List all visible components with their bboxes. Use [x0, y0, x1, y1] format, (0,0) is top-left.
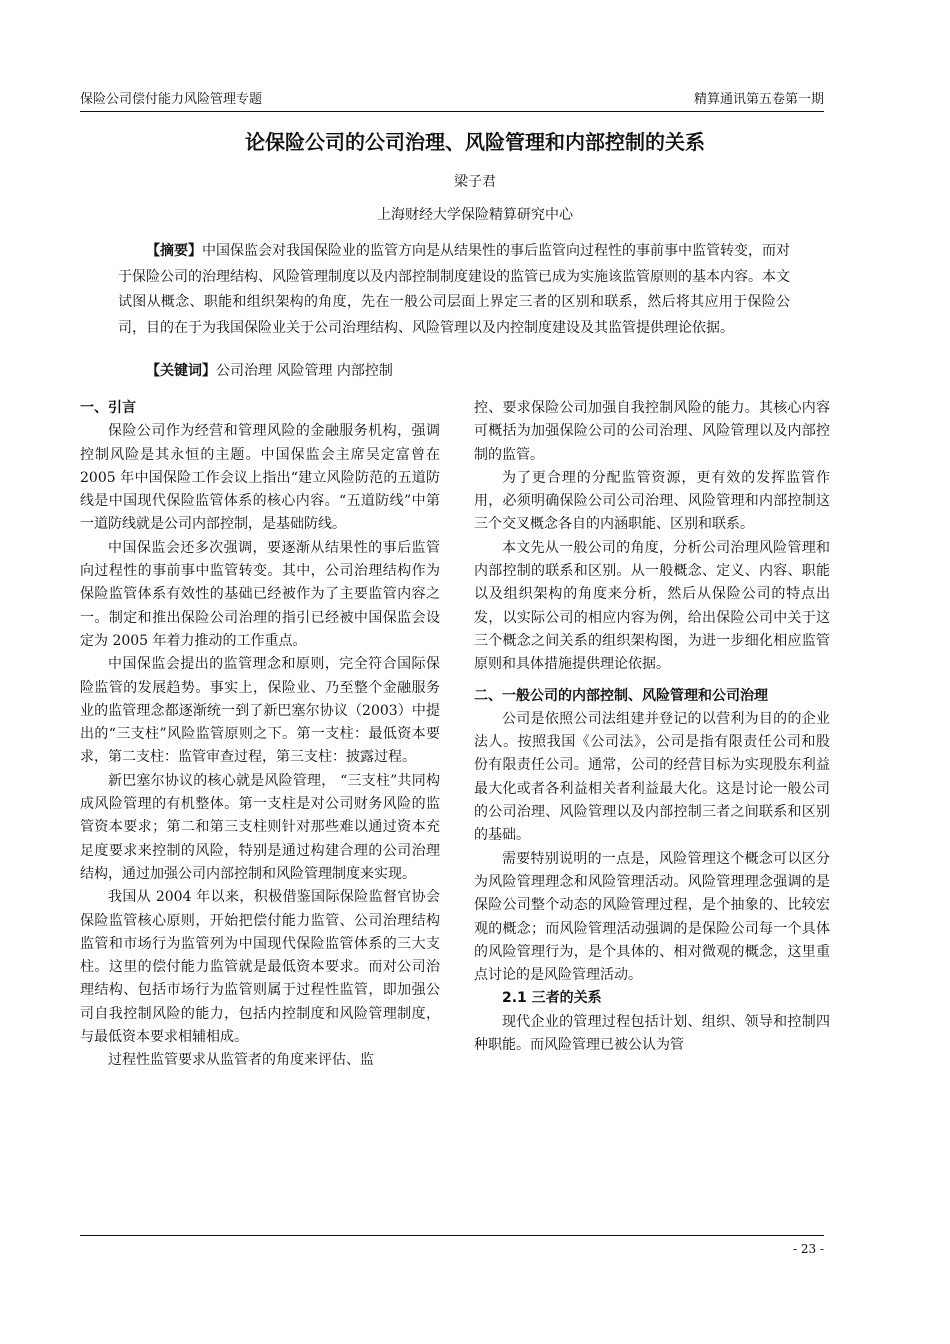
keywords: [146, 360, 786, 382]
section-heading-introduction: 一、引言: [80, 400, 136, 416]
section-heading-general-company: 二、一般公司的内部控制、风险管理和公司治理: [474, 687, 768, 704]
body-paragraph: 新巴塞尔协议的核心就是风险管理， “三支柱”共同构成风险管理的有机整体。第一支柱是对公司财务风险的监管资本要求；第二和第三支柱则针对那些难以通过资本充足度要求来控制的风险，特别是通过构建合理的公司治理结构，通过加强公司内部控制和风险管理制度来实现。: [80, 772, 440, 882]
body-paragraph: 现代企业的管理过程包括计划、组织、领导和控制四种职能。而风险管理已被公认为管: [474, 1013, 830, 1054]
author-affiliation: 上海财经大学保险精算研究中心: [377, 207, 573, 223]
running-header-left: 保险公司偿付能力风险管理专题: [80, 92, 263, 107]
body-paragraph: 需要特别说明的一点是，风险管理这个概念可以区分为风险管理理念和风险管理活动。风险管理理念强调的是保险公司整个动态的风险管理过程，是个抽象的、比较宏观的概念；而风险管理活动强调的是保险公司每一个具体的风险管理行为，是个具体的、相对微观的概念，这里重点讨论的是风险管理活动。: [474, 850, 830, 984]
footer-rule: [80, 1235, 824, 1236]
body-paragraph: 本文先从一般公司的角度，分析公司治理风险管理和内部控制的联系和区别。从一般概念、定义、内容、职能以及组织架构的角度来分析，然后从保险公司的特点出发，以实际公司的相应内容为例，给出保险公司中关于这三个概念之间关系的组织架构图，为进一步细化相应监管原则和具体措施提供理论依据。: [474, 539, 830, 673]
body-paragraph: 过程性监管要求从监管者的角度来评估、监: [108, 1052, 374, 1069]
abstract-label: 【摘要】: [146, 243, 202, 259]
abstract: [118, 239, 790, 341]
subsection-heading-relationship: 2.1 三者的关系: [502, 990, 602, 1007]
body-paragraph: 中国保监会提出的监管理念和原则，完全符合国际保险监管的发展趋势。事实上，保险业、乃至整个金融服务业的监管理念都逐渐统一到了新巴塞尔协议（2003）中提出的“三支柱”风险监管原则之下。第一支柱：最低资本要求，第二支柱：监管审查过程，第三支柱：披露过程。: [80, 656, 440, 766]
body-paragraph: 保险公司作为经营和管理风险的金融服务机构，强调控制风险是其永恒的主题。中国保监会主席吴定富曾在 2005 年中国保险工作会议上指出“建立风险防范的五道防线是中国现代保险监管体系的核心内容。“五道防线”中第一道防线就是公司内部控制，是基础防线。: [80, 423, 440, 533]
running-header: [80, 91, 824, 109]
left-column: [80, 397, 440, 1073]
page-number: - 23 -: [792, 1242, 824, 1256]
keywords-label: 【关键词】: [146, 363, 216, 379]
body-paragraph: 为了更合理的分配监管资源，更有效的发挥监管作用，必须明确保险公司公司治理、风险管理和内部控制这三个交叉概念各自的内涵职能、区别和联系。: [474, 469, 830, 533]
body-paragraph: 中国保监会还多次强调，要逐渐从结果性的事后监管向过程性的事前事中监管转变。其中，公司治理结构作为保险监管体系有效性的基础已经被作为了主要监管内容之一。制定和推出保险公司治理的指引已经被中国保监会设定为 2005 年着力推动的工作重点。: [80, 539, 440, 649]
paper-title: 论保险公司的公司治理、风险管理和内部控制的关系: [245, 130, 705, 154]
author-name: 梁子君: [454, 174, 496, 190]
body-paragraph: 我国从 2004 年以来，积极借鉴国际保险监督官协会保险监管核心原则，开始把偿付能力监管、公司治理结构监管和市场行为监管列为中国现代保险监管体系的三大支柱。这里的偿付能力监管就是最低资本要求。而对公司治理结构、包括市场行为监管则属于过程性监管，即加强公司自我控制风险的能力，包括内控制度和风险管理制度，与最低资本要求相辅相成。: [80, 889, 440, 1046]
header-rule: [80, 111, 824, 112]
keywords-text: 公司治理 风险管理 内部控制: [216, 363, 393, 379]
body-paragraph: 公司是依照公司法组建并登记的以营利为目的的企业法人。按照我国《公司法》，公司是指有限责任公司和股份有限责任公司。通常，公司的经营目标为实现股东利益最大化或者各利益相关者利益最大化。这是讨论一般公司的公司治理、风险管理以及内部控制三者之间联系和区别的基础。: [474, 710, 830, 844]
abstract-text: 中国保监会对我国保险业的监管方向是从结果性的事后监管向过程性的事前事中监管转变，而对于保险公司的治理结构、风险管理制度以及内部控制制度建设的监管已成为实施该监管原则的基本内容。本文试图从概念、职能和组织架构的角度，先在一般公司层面上界定三者的区别和联系，然后将其应用于保险公司，目的在于为我国保险业关于公司治理结构、风险管理以及内控制度建设及其监管提供理论依据。: [118, 243, 790, 336]
running-header-right: 精算通讯第五卷第一期: [693, 92, 824, 107]
right-column: [474, 397, 830, 1057]
body-paragraph-continuation: 控、要求保险公司加强自我控制风险的能力。其核心内容可概括为加强保险公司的公司治理、风险管理以及内部控制的监管。: [474, 400, 830, 463]
